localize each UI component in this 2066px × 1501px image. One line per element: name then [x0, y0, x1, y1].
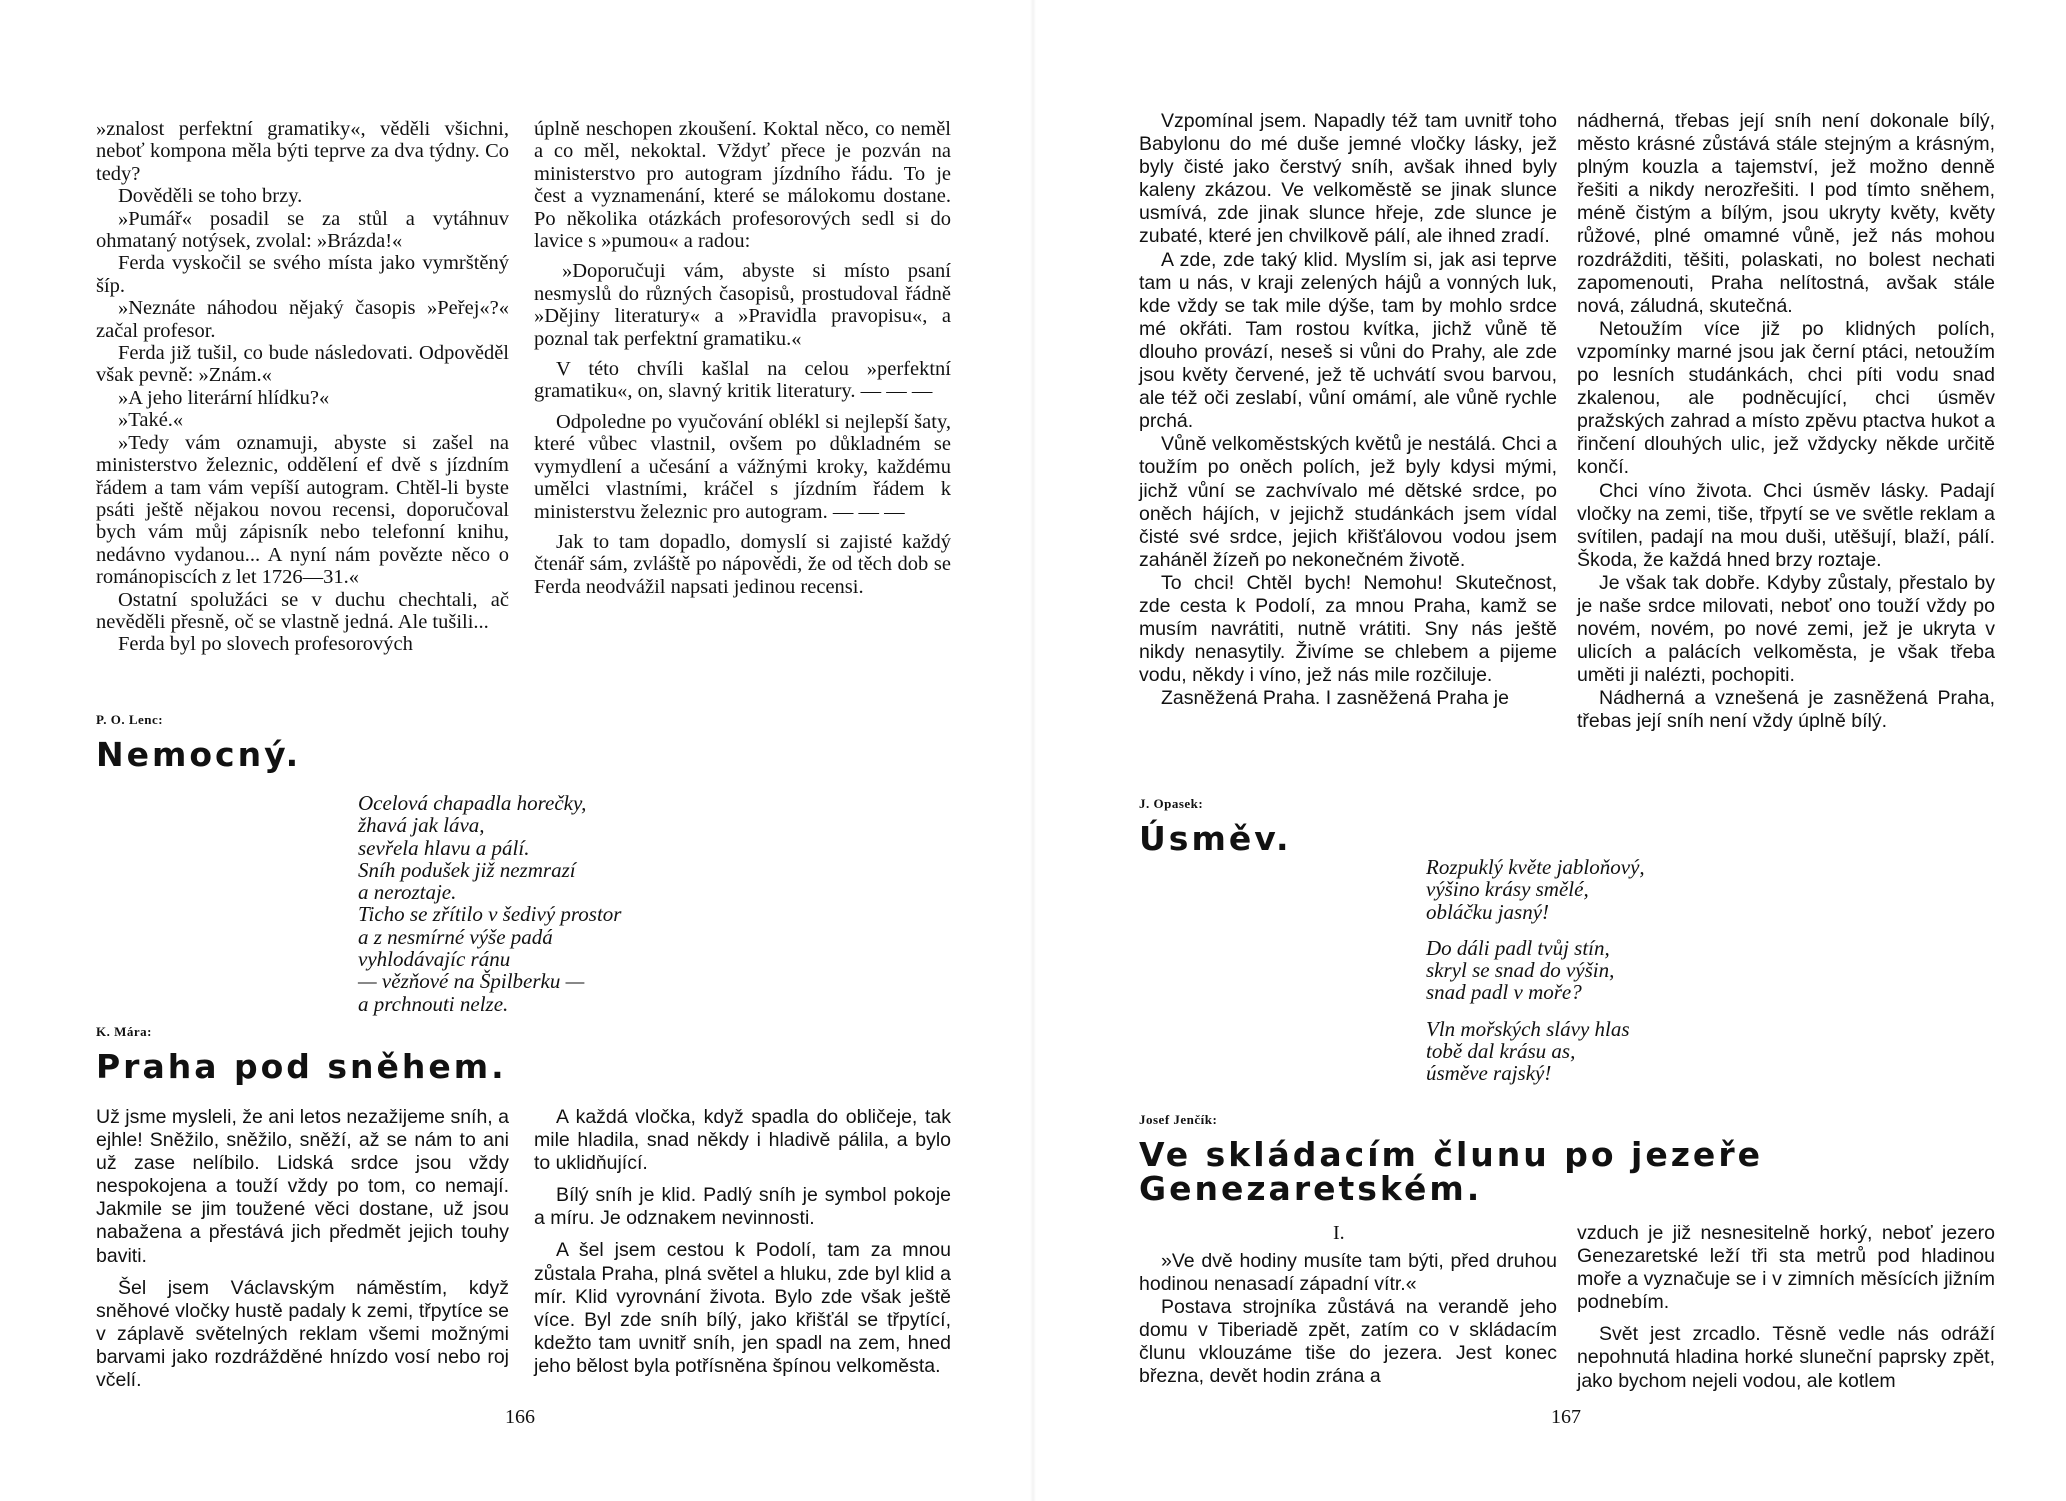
paragraph: »Ve dvě hodiny musíte tam býti, před druhou hodinou nenasadí západní vítr.« — [1139, 1250, 1557, 1296]
paragraph: V této chvíli kašlal na celou »perfektní gramatiku«, on, slavný kritik literatury. — — — — [534, 358, 951, 403]
right-page — [1033, 0, 2066, 1501]
paragraph: Ostatní spolužáci se v duchu chechtali, ač nevěděli přesně, oč se vlastně jedná. Ale tušili... — [96, 588, 509, 633]
praha-column-1 — [96, 1106, 509, 1392]
paragraph: Už jsme mysleli, že ani letos nezažijeme sníh, a ejhle! Sněžilo, sněžilo, sněží, až se nám to ani už zase nelíbilo. Lidská srdce jsou vždy nespokojena a touží vždy po tom, co nemají. Jakmile se jim toužené věci dostane, už jsou nabažena a přestává jich předmět jejich touhy baviti. — [96, 1106, 509, 1267]
praha-continued-column-2 — [1577, 110, 1995, 734]
paragraph: To chci! Chtěl bych! Nemohu! Skutečnost, zde cesta k Podolí, za mnou Praha, kamž se musím navrátiti, nutně vrátiti. Sny nás ještě nikdy nenasytily. Živíme se chlebem a pijeme vodu, někdy i víno, jež nás mile rozčiluje. — [1139, 571, 1557, 687]
paragraph: Chci víno života. Chci úsměv lásky. Padají vločky na zemi, tiše, třpytí se ve světle reklam a svítilen, padají na mou duši, utěšují, blaží, pálí. Škoda, že každá hned brzy roztaje. — [1577, 479, 1995, 571]
poem-line: — vězňové na Špilberku — — [358, 969, 585, 994]
paragraph: Vzpomínal jsem. Napadly též tam uvnitř toho Babylonu do mé duše jemné vločky lásky, jež byly čisté jako čerstvý sníh, avšak ihned byly kaleny zkázou. Ve velkoměstě se jinak slunce usmívá, zde jinak slunce hřeje, zde slunce je zubaté, které jen chvilkově pálí, ale ihned zradí. — [1139, 110, 1557, 248]
article-title-line: Genezaretském. — [1139, 1169, 1483, 1208]
poem — [358, 792, 621, 1015]
poem-line: Ocelová chapadla horečky, — [358, 791, 587, 815]
poem-line: vyhlodávajíc ránu — [358, 947, 511, 972]
page-number: 167 — [1551, 1406, 1581, 1428]
author-name: J. Opasek: — [1139, 796, 1204, 811]
article-title-line: Ve skládacím člunu po jezeře — [1139, 1135, 1763, 1174]
poem — [1426, 856, 1645, 1085]
paragraph: A každá vločka, když spadla do obličeje, tak mile hladila, snad někdy i hladivě pálila, a bylo to uklidňující. — [534, 1106, 951, 1175]
paragraph: nádherná, třebas její sníh není dokonale bílý, město krásné zůstává stále stejným a krásným, plným kouzla a tajemství, jež možno denně řešiti a nikdy nerozřešiti. I pod tímto sněhem, méně čistým a bílým, jsou ukryty květy, květy růžové, plné omamné vůně, jež nás mohou rozdrážditi, těšiti, polaskati, no bolest nechati zapomenouti, Praha nelítostná, avšak stále nová, záludná, skutečná. — [1577, 110, 1995, 317]
article-title: Praha pod sněhem. — [96, 1047, 507, 1086]
paragraph: »Tedy vám oznamuji, abyste si zašel na ministerstvo železnic, oddělení ef dvě s jízdním řádem a tam vám vepíší autogram. Chtěl-li byste psáti ještě nějakou novou recensi, doporučoval bych vám můj zápisník nebo telefonní knihu, nedávno vydanou... A nyní nám povězte něco o románopiscích z let 1726—31.« — [96, 431, 509, 589]
poem-line: úsměve rajský! — [1426, 1061, 1552, 1086]
poem-line: obláčku jasný! — [1426, 899, 1550, 924]
poem-line: Rozpuklý květe jabloňový, — [1426, 855, 1645, 879]
article-title: Úsměv. — [1139, 819, 1292, 858]
author-name: Josef Jenčík: — [1139, 1112, 1218, 1127]
poem-line: výšino krásy smělé, — [1426, 877, 1589, 902]
praha-continued-column-1 — [1139, 110, 1557, 710]
paragraph: Šel jsem Václavským náměstím, když sněhové vločky hustě padaly k zemi, třpytíce se v záplavě světelných reklam všemi možnými barvami jako rozdrážděné hnízdo vosí nebo roj včelí. — [96, 1276, 509, 1392]
paragraph: Ferda vyskočil se svého místa jako vymrštěný šíp. — [96, 252, 509, 297]
paragraph: Odpoledne po vyučování oblékl si nejlepší šaty, které vůbec vlastnil, ovšem po důkladném se vymydlení a učesání a vážnými kroky, každému umělci vlastními, kráčel s jízdním řádem k ministerstvu železnic pro autogram. — — — — [534, 410, 951, 523]
poem-line: skryl se snad do výšin, — [1426, 958, 1615, 983]
paragraph: Nádherná a vznešená je zasněžená Praha, třebas její sníh není vždy úplně bílý. — [1577, 687, 1995, 733]
poem-line: a neroztaje. — [358, 880, 457, 905]
poem-line: a prchnouti nelze. — [358, 991, 509, 1016]
poem-line: tobě dal krásu as, — [1426, 1039, 1576, 1064]
article-title — [1139, 1135, 1763, 1208]
paragraph: »Pumář« posadil se za stůl a vytáhnuv ohmataný notýsek, zvolal: »Brázda!« — [96, 207, 509, 253]
poem-line: Ticho se zřítilo v šedivý prostor — [358, 902, 622, 927]
paragraph: »Neznáte náhodou nějaký časopis »Peřej«?« začal profesor. — [96, 297, 509, 342]
paragraph: vzduch je již nesnesitelně horký, neboť jezero Genezaretské leží tři sta metrů pod hladinou moře a vyznačuje se i v zimních měsících jižním podnebím. — [1577, 1222, 1995, 1314]
poem-line: sevřela hlavu a pálí. — [358, 835, 530, 860]
paragraph: A zde, zde taký klid. Myslím si, jak asi teprve tam u nás, v kraji zelených hájů a vonných luk, kde vždy se tak mile dýše, tam by mohlo srdce mé okřáti. Tam rostou kvítka, jichž vůně tě dlouho provází, neseš si vůni do Prahy, ale zde jsou květy červené, jež tě uchvátí svou barvou, ale též oči zeslabí, vůní omámí, ale vůně rychle prchá. — [1139, 248, 1557, 433]
quote-paragraph: »Doporučuji vám, abyste si místo psaní nesmyslů do různých časopisů, prostudoval řádně »Dějiny literatury« a »Pravidla pravopisu«, a poznal tak perfektní gramatiku.« — [534, 260, 951, 350]
left-column-2 — [534, 118, 951, 598]
poem-line: žhavá jak láva, — [358, 813, 485, 838]
poem-line: Do dáli padl tvůj stín, — [1426, 935, 1610, 960]
paragraph: Bílý sníh je klid. Padlý sníh je symbol pokoje a míru. Je odznakem nevinnosti. — [534, 1184, 951, 1230]
praha-column-2 — [534, 1106, 951, 1378]
paragraph: Jak to tam dopadlo, domyslí si zajisté každý čtenář sám, zvláště po nápovědi, že od těch dob se Ferda neodvážil napsati jedinou recensi. — [534, 530, 951, 598]
paragraph: Ferda byl po slovech profesorových — [118, 633, 413, 656]
clun-column-2 — [1577, 1222, 1995, 1393]
paragraph: Svět jest zrcadlo. Těsně vedle nás odráží nepohnutá hladina horké sluneční paprsky zpět, jako bychom nejeli vodou, ale kotlem — [1577, 1323, 1995, 1392]
clun-column-1 — [1139, 1250, 1557, 1389]
poem-line: a z nesmírné výše padá — [358, 924, 553, 949]
paragraph: »A jeho literární hlídku?« — [118, 386, 330, 409]
poem-line: Vln mořských slávy hlas — [1426, 1016, 1630, 1041]
poem-line: Sníh podušek již nezmrazí — [358, 857, 576, 882]
left-column-1 — [96, 118, 509, 656]
paragraph: Zasněžená Praha. I zasněžená Praha je — [1161, 687, 1509, 710]
paragraph: Postava strojníka zůstává na verandě jeho domu v Tiberiadě zpět, zatím co v skládacím člunu vklouzáme tiše do jezera. Jest konec března, devět hodin zrána a — [1139, 1296, 1557, 1388]
paragraph: »Také.« — [118, 409, 184, 432]
author-name: K. Mára: — [96, 1024, 152, 1039]
paragraph: A šel jsem cestou k Podolí, tam za mnou zůstala Praha, plná světel a hluku, zde byl klid a mír. Klid vyrovnání života. Bylo zde však ještě více. Byl zde sníh bílý, jako křišťál se třpytící, kdežto tam uvnitř sníh, jen spadl na zem, hned jeho bělost byla potřísněna špínou velkoměsta. — [534, 1239, 951, 1377]
paragraph: Vůně velkoměstských květů je nestálá. Chci a toužím po oněch polích, jež byly kdysi mými, jichž vůní se zachvívalo mé dětské srdce, po oněch hájích, v jejichž studánkách jsem vídal čisté své srdce, jejich křišťálovou vodou jsem zaháněl žízeň po nekonečném životě. — [1139, 433, 1557, 571]
stanza-break — [1426, 1004, 1645, 1018]
paragraph: Netoužím více již po klidných polích, vzpomínky marné jsou jak černí ptáci, netoužím po lesních studánkách, chci píti vodu snad zkalenou, ale podněcující, chci úsměv pražských zahrad a místo zpěvu ptactva hukot a řinčení dlouhých ulic, jež vždycky někde určitě končí. — [1577, 317, 1995, 479]
paragraph: Je však tak dobře. Kdyby zůstaly, přestalo by je naše srdce milovati, neboť ono touží vždy po novém, novém, po nové zemi, jež je ukryta v ulicích a palácích velkoměsta, je však třeba uměti ji nalézti, pochopiti. — [1577, 571, 1995, 687]
paragraph: »znalost perfektní gramatiky«, věděli všichni, neboť kompona měla býti teprve za dva týdny. Co tedy? — [96, 118, 509, 185]
section-number: I. — [1333, 1222, 1345, 1244]
paragraph: úplně neschopen zkoušení. Koktal něco, co neměl a co měl, nekoktal. Vždyť přece je pozván na ministerstvo pro autogram jízdního řádu. To je čest a vyznamenání, které se málokomu dostane. Po několika otázkách profesorových sedl si do lavice s »pumou« a radou: — [534, 118, 951, 253]
author-name: P. O. Lenc: — [96, 712, 164, 727]
article-title: Nemocný. — [96, 735, 302, 774]
paragraph: Dověděli se toho brzy. — [118, 185, 303, 208]
stanza-break — [1426, 923, 1645, 937]
paragraph: Ferda již tušil, co bude následovati. Odpověděl však pevně: »Znám.« — [96, 342, 509, 387]
poem-line: snad padl v moře? — [1426, 980, 1582, 1005]
page-number: 166 — [505, 1406, 535, 1428]
